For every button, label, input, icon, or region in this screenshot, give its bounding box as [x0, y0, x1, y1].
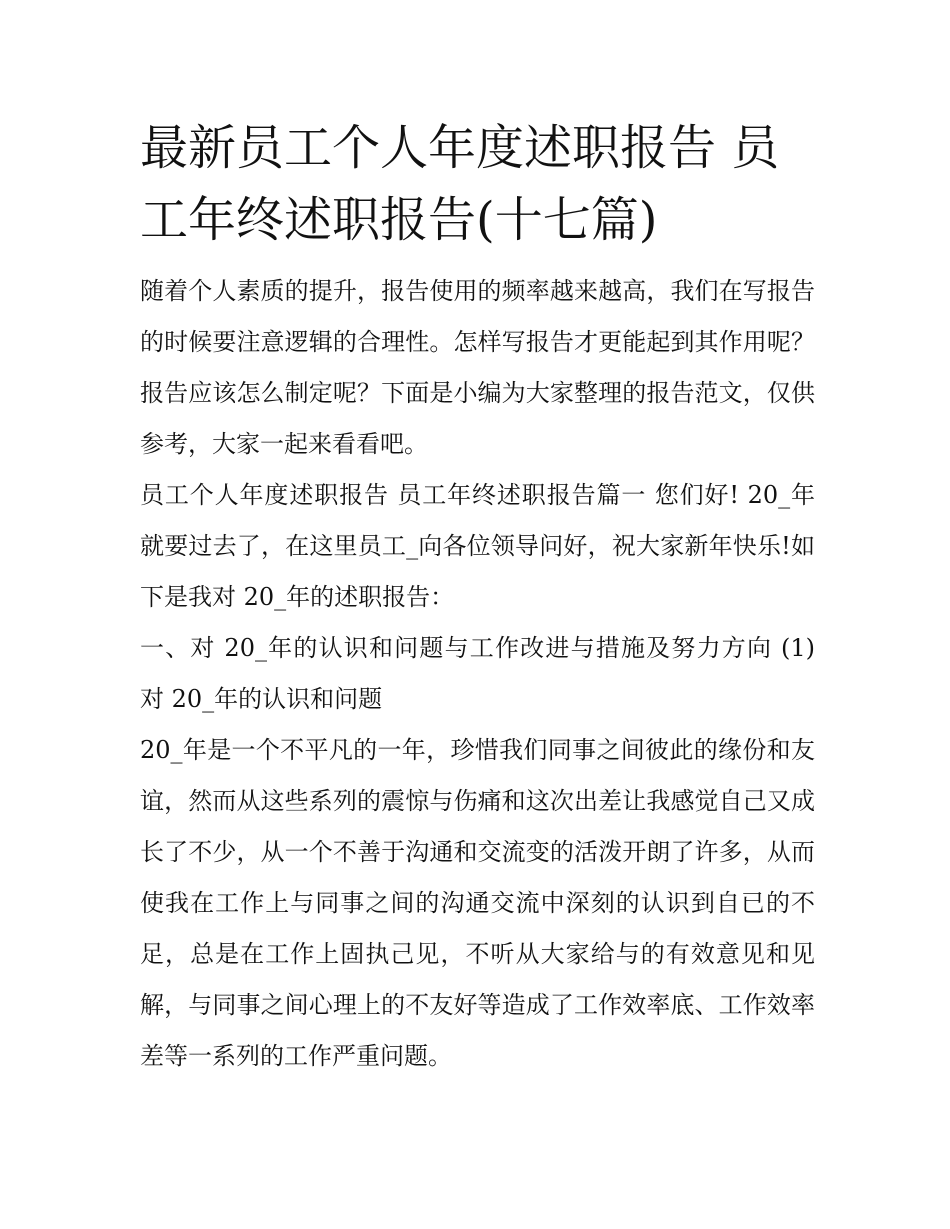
paragraph-body: 20_年是一个不平凡的一年，珍惜我们同事之间彼此的缘份和友谊，然而从这些系列的震惊与伤痛和这次出差让我感觉自己又成长了不少，从一个不善于沟通和交流变的活泼开朗了许多，从而使我在工作上与同事之间的沟通交流中深刻的认识到自已的不足，总是在工作上固执己见，不听从大家给与的有效意见和见解，与同事之间心理上的不友好等造成了工作效率底、工作效率差等一系列的工作严重问题。: [140, 736, 815, 1070]
document-content: [140, 112, 815, 1082]
paragraph-intro: 随着个人素质的提升，报告使用的频率越来越高，我们在写报告的时候要注意逻辑的合理性。怎样写报告才更能起到其作用呢？报告应该怎么制定呢？下面是小编为大家整理的报告范文，仅供参考，大家一起来看看吧。: [140, 277, 815, 458]
paragraph-greeting: 员工个人年度述职报告 员工年终述职报告篇一 您们好! 20_年就要过去了，在这里员工_向各位领导问好，祝大家新年快乐!如下是我对 20_年的述职报告：: [140, 481, 815, 611]
paragraph-section-heading: 一、对 20_年的认识和问题与工作改进与措施及努力方向 (1) 对 20_年的认识和问题: [140, 634, 815, 713]
document-title: 最新员工个人年度述职报告 员工年终述职报告(十七篇): [140, 120, 780, 248]
